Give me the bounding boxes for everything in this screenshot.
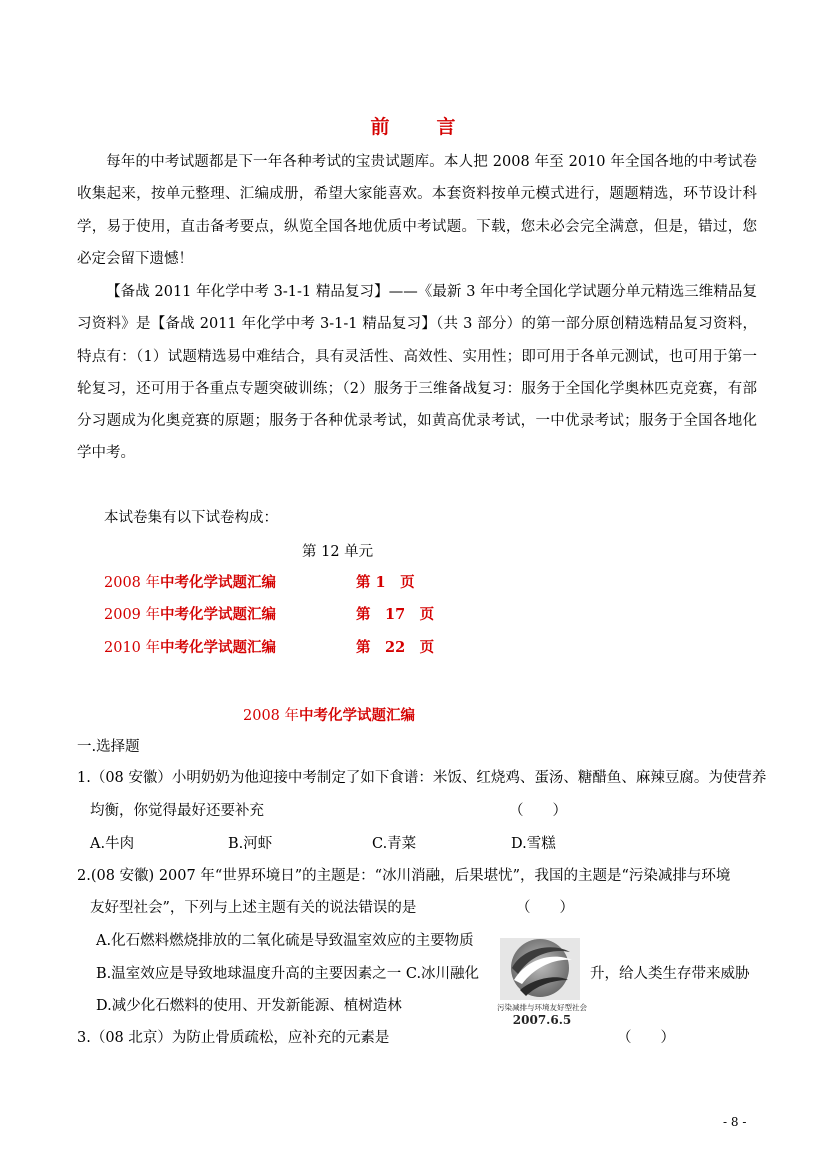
preface-paragraph-2	[77, 276, 757, 470]
question-2-line-1: 2.(08 安徽) 2007 年“世界环境日”的主题是：“冰川消融，后果堪忧”，我国的主题是“污染减排与环境	[77, 868, 731, 884]
question-1-option-a: A.牛肉	[90, 836, 135, 852]
contents-item-2010	[104, 638, 276, 658]
page-title	[0, 112, 827, 139]
question-2-line-2: 友好型社会”，下列与上述主题有关的说法错误的是	[90, 900, 417, 916]
contents-item-name: 中考化学试题汇编	[160, 574, 277, 591]
logo-date: 2007.6.5	[512, 1013, 572, 1027]
logo-caption: 污染减排与环境友好型社会	[497, 1003, 587, 1012]
contents-item-page: 第 17 页	[356, 606, 435, 623]
preface-paragraph-2-text: 【备战 2011 年化学中考 3-1-1 精品复习】——《最新 3 年中考全国化学试题分单元精选三维精品复习资料》是【备战 2011 年化学中考 3-1-1 精品复习】（共 3 部分）的第一部分原创精选精品复习资料，特点有：（1）试题精选易中难结合，具有灵活性、高效性、实用性；即可用于各单元测试，也可用于第一轮复习，还可用于各重点专题突破训练；（2）服务于三维备战复习：服务于全国化学奥林匹克竞赛，有部分习题成为化奥竞赛的原题；服务于各种优录考试，如黄高优录考试，一中优录考试；服务于全国各地化学中考。	[77, 284, 757, 462]
contents-item-name: 中考化学试题汇编	[160, 639, 277, 656]
question-1-answer-paren: （ ）	[509, 803, 567, 819]
question-2-option-a: A.化石燃料燃烧排放的二氧化硫是导致温室效应的主要物质	[96, 933, 474, 949]
question-3-answer-paren: （ ）	[617, 1030, 675, 1046]
contents-item-name: 中考化学试题汇编	[160, 606, 277, 623]
question-2-option-d: D.减少化石燃料的使用、开发新能源、植树造林	[96, 998, 402, 1014]
question-1-option-c: C.青菜	[372, 836, 417, 852]
preface-paragraph-1	[77, 146, 757, 275]
question-1-option-b: B.河虾	[228, 836, 273, 852]
contents-item-year: 2008 年	[104, 575, 161, 591]
contents-item-year: 2009 年	[104, 607, 161, 623]
contents-intro: 本试卷集有以下试卷构成：	[104, 510, 278, 526]
question-1-option-d: D.雪糕	[511, 836, 556, 852]
title-char-1: 前	[370, 116, 391, 138]
question-2-option-c-continued: 升，给人类生存带来威胁	[590, 966, 750, 982]
question-3-line-1: 3.（08 北京）为防止骨质疏松，应补充的元素是	[77, 1030, 390, 1046]
contents-item-page: 第 1 页	[356, 574, 415, 591]
contents-item-page: 第 22 页	[356, 639, 435, 656]
title-char-2: 言	[436, 116, 457, 138]
question-2-option-b-c: B.温室效应是导致地球温度升高的主要因素之一 C.冰川融化	[96, 966, 480, 982]
section-heading-name: 中考化学试题汇编	[299, 707, 416, 724]
contents-item-year: 2010 年	[104, 640, 161, 656]
question-1-line-1: 1.（08 安徽）小明奶奶为他迎接中考制定了如下食谱：米饭、红烧鸡、蛋汤、糖醋鱼、麻辣豆腐。为使营养	[77, 770, 767, 786]
question-1-line-2: 均衡，你觉得最好还要补充	[90, 803, 264, 819]
page-number: - 8 -	[723, 1115, 747, 1129]
question-2-answer-paren: （ ）	[516, 900, 574, 916]
contents-item-2008	[104, 573, 276, 593]
preface-paragraph-1-text: 每年的中考试题都是下一年各种考试的宝贵试题库。本人把 2008 年至 2010 年全国各地的中考试卷收集起来，按单元整理、汇编成册，希望大家能喜欢。本套资料按单元模式进行，题题精选，环节设计科学，易于使用，直击备考要点，纵览全国各地优质中考试题。下载，您未必会完全满意，但是，错过，您必定会留下遗憾！	[77, 154, 757, 267]
section-heading-year: 2008 年	[243, 708, 300, 724]
contents-item-2009	[104, 605, 276, 625]
contents-unit: 第 12 单元	[302, 544, 374, 560]
section-heading	[243, 706, 415, 726]
part-label: 一.选择题	[77, 739, 140, 755]
